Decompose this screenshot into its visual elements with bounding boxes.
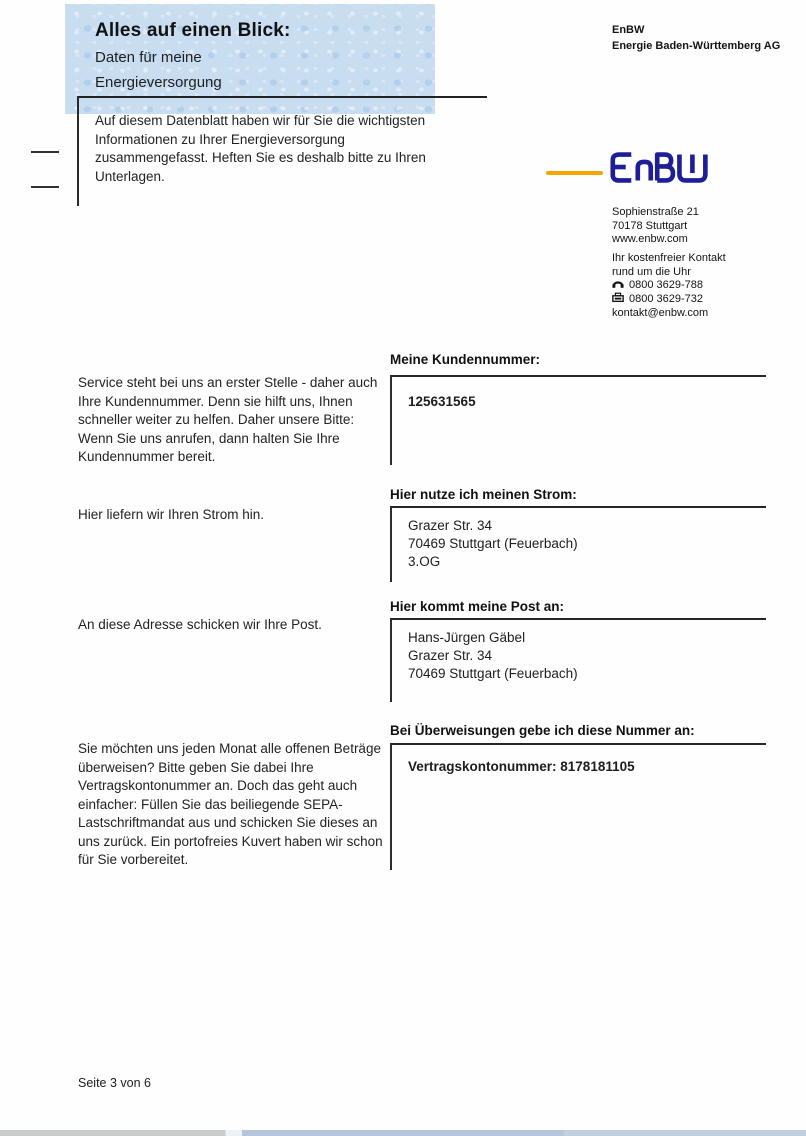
page-subtitle-line1: Daten für meine [95, 49, 202, 66]
box-transfer-number [390, 743, 766, 870]
box-supply-address [390, 506, 766, 582]
address-street: Sophienstraße 21 [612, 206, 699, 218]
contact-email: kontakt@enbw.com [612, 307, 709, 319]
note-customer-number: Service steht bei uns an erster Stelle - daher auch Ihre Kundennummer. Denn sie hilft uns, Ihnen schneller weiter zu helfen. Daher unsere Bitte: Wenn Sie uns anrufen, dann halten Sie Ihre Kundennummer bereit. [78, 375, 378, 464]
company-contact-block [612, 252, 726, 321]
note-postal-address: An diese Adresse schicken wir Ihre Post. [78, 617, 322, 632]
heading-customer-number: Meine Kundennummer: [390, 352, 541, 367]
intro-paragraph: Auf diesem Datenblatt haben wir für Sie die wichtigsten Informationen zu Ihrer Energieversorgung zusammengefasst. Heften Sie es deshalb bitte zu Ihren Unterlagen. [95, 113, 426, 184]
postal-address-line1: Hans-Jürgen Gäbel [408, 630, 526, 645]
scan-bottom-edge [0, 1130, 806, 1136]
contract-account-number-value: Vertragskontonummer: 8178181105 [408, 759, 635, 774]
page-indicator: Seite 3 von 6 [78, 1076, 151, 1090]
contact-line2: rund um die Uhr [612, 265, 691, 278]
company-name-line1: EnBW [612, 24, 645, 36]
fax-icon [612, 292, 624, 308]
phone-number: 0800 3629-788 [629, 279, 704, 292]
company-name-line2: Energie Baden-Württemberg AG [612, 40, 781, 52]
heading-supply-address: Hier nutze ich meinen Strom: [390, 487, 577, 502]
address-city: 70178 Stuttgart [612, 219, 688, 232]
note-supply-address: Hier liefern wir Ihren Strom hin. [78, 507, 265, 522]
enbw-logo [610, 151, 710, 184]
customer-number-value: 125631565 [408, 394, 476, 409]
header-horizontal-rule [77, 96, 487, 98]
supply-address-line3: 3.OG [408, 554, 441, 569]
page-title: Alles auf einen Blick: [95, 20, 291, 41]
heading-transfer-number: Bei Überweisungen gebe ich diese Nummer an: [390, 723, 695, 738]
fold-mark [31, 186, 59, 188]
header-vertical-rule [77, 96, 79, 206]
postal-address-line2: Grazer Str. 34 [408, 648, 493, 663]
supply-address-line2: 70469 Stuttgart (Feuerbach) [408, 536, 578, 551]
fax-number: 0800 3629-732 [629, 293, 704, 306]
fold-mark [31, 151, 59, 153]
postal-address-line3: 70469 Stuttgart (Feuerbach) [408, 666, 578, 681]
company-name-block [612, 22, 780, 54]
box-postal-address [390, 618, 766, 702]
note-transfer-number: Sie möchten uns jeden Monat alle offenen Beträge überweisen? Bitte geben Sie dabei Ihre Vertragskontonummer an. Doch das geht auch einfacher: Füllen Sie das beiliegende SEPA-Lastschriftmandat aus und schicken Sie dieses an uns zurück. Ein portofreies Kuvert haben wir schon für Sie vorbereitet. [78, 741, 383, 867]
box-customer-number [390, 375, 766, 465]
heading-postal-address: Hier kommt meine Post an: [390, 599, 565, 614]
logo-orange-line [546, 171, 603, 175]
company-website: www.enbw.com [612, 233, 688, 245]
company-address-block [612, 206, 699, 247]
supply-address-line1: Grazer Str. 34 [408, 518, 493, 533]
contact-line1: Ihr kostenfreier Kontakt [612, 252, 726, 264]
page-subtitle-line2: Energieversorgung [95, 74, 222, 91]
